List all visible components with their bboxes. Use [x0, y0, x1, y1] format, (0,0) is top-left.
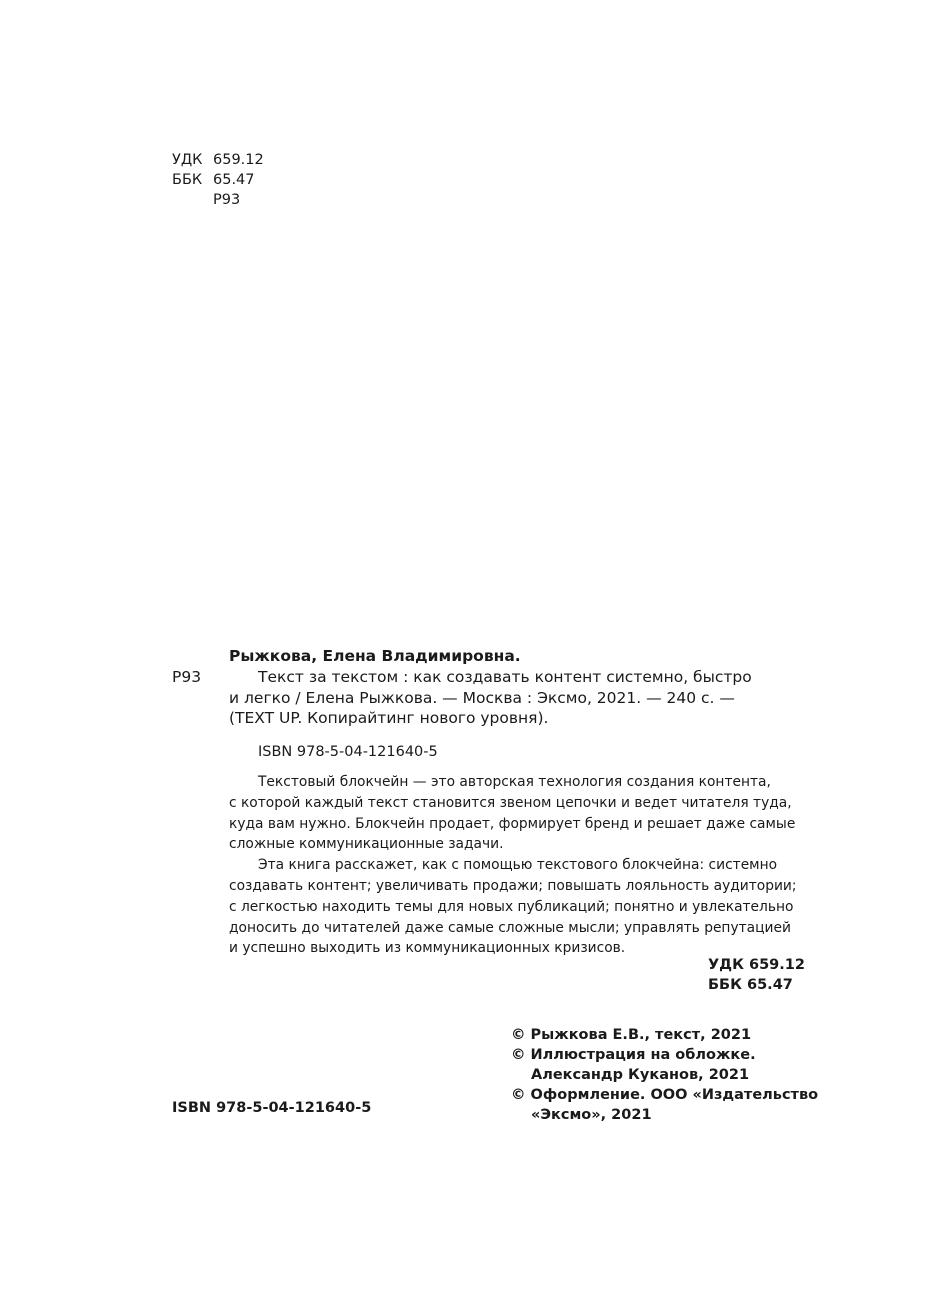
bbk-bottom: ББК 65.47 [708, 977, 793, 993]
udk-row [172, 150, 264, 170]
annotation-line: с которой каждый текст становится звеном цепочки и ведет читателя туда, [229, 794, 792, 811]
bibliographic-description [229, 667, 794, 729]
annotation-line: Текстовый блокчейн — это авторская технология создания контента, [258, 774, 771, 790]
annotation-line: сложные коммуникационные задачи. [229, 836, 504, 853]
annotation-line: куда вам нужно. Блокчейн продает, формирует бренд и решает даже самые [229, 815, 796, 832]
biblio-line-2: и легко / Елена Рыжкова. — Москва : Эксмо, 2021. — 240 с. — [229, 688, 735, 707]
author-mark-row [172, 190, 264, 210]
annotation-line: Эта книга расскажет, как с помощью текстового блокчейна: системно [258, 857, 778, 874]
biblio-line-3: (TEXT UP. Копирайтинг нового уровня). [229, 709, 549, 727]
bbk-row [172, 170, 264, 190]
udk-label: УДК [172, 152, 203, 168]
classification-block-top [172, 150, 264, 210]
udk-bottom: УДК 659.12 [708, 957, 805, 973]
classification-block-bottom [708, 955, 805, 995]
bbk-value: 65.47 [213, 172, 255, 188]
isbn-bottom: ISBN 978-5-04-121640-5 [172, 1100, 372, 1116]
annotation-line: с легкостью находить темы для новых публикаций; понятно и увлекательно [229, 898, 794, 915]
isbn-inline: ISBN 978-5-04-121640-5 [258, 744, 438, 760]
bbk-label: ББК [172, 172, 203, 188]
copyright-line: «Эксмо», 2021 [531, 1107, 652, 1123]
copyright-line: © Рыжкова Е.В., текст, 2021 [511, 1027, 752, 1043]
copyright-line: Александр Куканов, 2021 [531, 1067, 750, 1083]
copyright-block [511, 1025, 818, 1125]
author-mark-top: Р93 [213, 192, 241, 208]
copyright-line: © Иллюстрация на обложке. [511, 1047, 756, 1063]
copyright-line: © Оформление. ООО «Издательство [511, 1087, 819, 1103]
udk-value: 659.12 [213, 152, 264, 168]
author-heading: Рыжкова, Елена Владимировна. [229, 647, 521, 665]
biblio-line-1: Текст за текстом : как создавать контент системно, быстро [258, 668, 752, 686]
author-mark-left: Р93 [172, 668, 202, 686]
annotation [229, 772, 797, 959]
annotation-line: доносить до читателей даже самые сложные мысли; управлять репутацией [229, 919, 791, 936]
annotation-line: создавать контент; увеличивать продажи; повышать лояльность аудитории; [229, 877, 797, 894]
annotation-line: и успешно выходить из коммуникационных кризисов. [229, 940, 626, 957]
